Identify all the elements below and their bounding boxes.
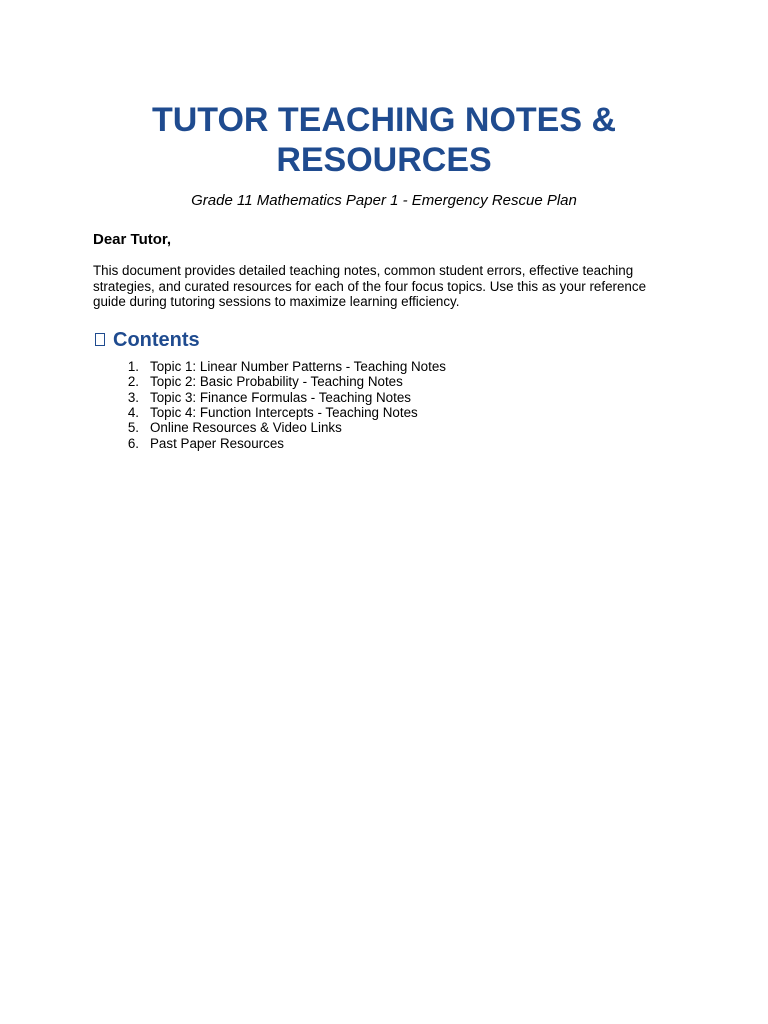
- contents-heading-label: Contents: [113, 328, 200, 351]
- document-title: TUTOR TEACHING NOTES & RESOURCES: [151, 101, 617, 179]
- contents-item-number: 3.: [127, 389, 139, 405]
- contents-item-label: Topic 2: Basic Probability - Teaching Notes: [150, 374, 403, 390]
- contents-item: [93, 420, 675, 435]
- contents-heading: [93, 328, 675, 352]
- intro-paragraph: This document provides detailed teaching notes, common student errors, effective teaching strategies, and curated resources for each of the four focus topics. Use this as your reference guide during tutoring sessions to maximize learning efficiency.: [93, 263, 647, 310]
- contents-item-label: Topic 3: Finance Formulas - Teaching Notes: [150, 389, 411, 405]
- contents-item-number: 6.: [127, 435, 139, 451]
- contents-item: [93, 436, 675, 451]
- contents-item: [93, 359, 675, 374]
- empty-box-icon: [95, 333, 105, 346]
- contents-item-label: Topic 1: Linear Number Patterns - Teaching Notes: [150, 358, 446, 374]
- contents-item-label: Online Resources & Video Links: [150, 420, 342, 436]
- contents-list: [93, 359, 675, 451]
- contents-item: [93, 374, 675, 389]
- contents-item-number: 5.: [127, 420, 139, 436]
- contents-item-label: Past Paper Resources: [150, 435, 284, 451]
- contents-item: [93, 390, 675, 405]
- contents-item-number: 4.: [127, 405, 139, 420]
- contents-item-number: 1.: [127, 358, 139, 374]
- contents-item: [93, 405, 675, 420]
- contents-item-number: 2.: [127, 374, 139, 390]
- contents-item-label: Topic 4: Function Intercepts - Teaching Notes: [150, 405, 418, 420]
- document-subtitle: Grade 11 Mathematics Paper 1 - Emergency Rescue Plan: [191, 192, 577, 209]
- salutation: Dear Tutor,: [93, 231, 172, 248]
